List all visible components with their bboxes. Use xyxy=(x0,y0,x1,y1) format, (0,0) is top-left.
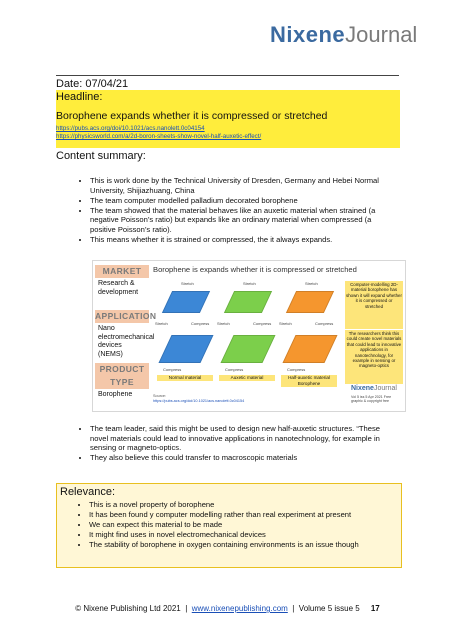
headline-label: Headline: xyxy=(56,91,103,103)
application-heading: APPLICATION xyxy=(95,311,157,321)
summary-item: • This means whether it is strained or compressed, the it always expands. xyxy=(90,235,392,245)
compress-label: Compress xyxy=(253,321,272,326)
figure-note-1: Computer-modelling 2D-material borophene has shown it will expand whether it is compressed or stretched xyxy=(345,281,403,329)
header-rule xyxy=(56,75,399,76)
product-type-heading: PRODUCT TYPE xyxy=(95,363,149,389)
summary-item: • The team computer modelled palladium decorated borophene xyxy=(90,196,392,206)
compressed-sheet xyxy=(282,335,337,363)
figure-copyright: Vol 5 iss 5 Apr 2021 Free graphic & copyright free xyxy=(351,395,392,404)
stretch-label: Stretch xyxy=(305,281,318,286)
figure-title: Borophene is expands whether it is compressed or stretched xyxy=(153,265,357,274)
product-type-text: Borophene xyxy=(98,391,133,398)
stretched-sheet xyxy=(162,291,210,313)
footer-separator: | xyxy=(185,604,188,613)
stretched-sheet xyxy=(224,291,272,313)
infographic-figure xyxy=(92,260,406,412)
content-summary-label: Content summary: xyxy=(56,150,146,162)
source-link-physicsworld[interactable]: https://physicsworld.com/a/2d-boron-sheets-show-novel-half-auxetic-effect/ xyxy=(56,133,262,140)
footer-volume: Volume 5 issue 5 xyxy=(298,604,360,613)
content-summary-list xyxy=(76,176,392,245)
stretch-label: Stretch xyxy=(217,321,230,326)
stretch-label: Stretch xyxy=(243,281,256,286)
summary-item: • The team leader, said this might be used to design new half-auxetic structures. “These novel materials could lead to innovative applications in nanotechnology, for example in sensing or magneto-optics. xyxy=(90,424,392,453)
application-text: Nano electromechanical devices (NEMS) xyxy=(98,325,155,358)
footer-copyright: © Nixene Publishing Ltd 2021 xyxy=(75,604,181,613)
material-panel xyxy=(279,277,339,389)
stretch-label: Stretch xyxy=(279,321,292,326)
journal-logo xyxy=(270,22,417,48)
figure-logo xyxy=(351,385,397,392)
stretch-label: Stretch xyxy=(155,321,168,326)
summary-item: • The team showed that the material behaves like an auxetic material when strained (a negative Poisson’s ratio) but expands like an ordinary material when compressed (a positive Poisson’s ratio). xyxy=(90,206,392,235)
summary-item: • They also believe this could transfer to macroscopic materials xyxy=(90,453,392,463)
figure-logo-journal: Journal xyxy=(373,385,397,392)
summary-continued-list xyxy=(76,424,392,463)
footer-website-link[interactable]: www.nixenepublishing.com xyxy=(191,604,288,613)
page-number: 17 xyxy=(370,604,380,613)
page-footer xyxy=(0,604,455,613)
panel-caption: Normal material xyxy=(157,375,213,381)
compress-label: Compress xyxy=(315,321,334,326)
figure-source-url: https://pubs.acs.org/doi/10.1021/acs.nanolett.0c04154 xyxy=(153,399,245,403)
figure-sidebar xyxy=(95,265,157,402)
relevance-item: • We can expect this material to be made xyxy=(89,520,397,530)
headline-text: Borophene expands whether it is compressed or stretched xyxy=(56,110,328,122)
figure-logo-nixene: Nixene xyxy=(351,385,374,392)
relevance-item: • It has been found y computer modelling rather than real experiment at present xyxy=(89,510,397,520)
compressed-sheet xyxy=(158,335,213,363)
compress-label: Compress xyxy=(191,321,210,326)
panel-caption: Auxetic material xyxy=(219,375,275,381)
compressed-sheet xyxy=(220,335,275,363)
stretch-label: Stretch xyxy=(181,281,194,286)
summary-item: • This is work done by the Technical University of Dresden, Germany and Hebei Normal University, Shijiazhuang, China xyxy=(90,176,392,195)
compress-label: Compress xyxy=(163,367,182,372)
logo-journal: Journal xyxy=(345,22,418,47)
material-panel xyxy=(155,277,215,389)
date-label: Date: 07/04/21 xyxy=(56,78,129,90)
compress-label: Compress xyxy=(287,367,306,372)
market-text: Research & development xyxy=(98,280,139,296)
headline-block xyxy=(56,90,400,148)
relevance-item: • This is a novel property of borophene xyxy=(89,500,397,510)
compress-label: Compress xyxy=(225,367,244,372)
market-heading: MARKET xyxy=(95,265,149,278)
figure-note-2: The researchers think this could create novel materials that could lead to innovative applications in nanotechnology, for example in sensing or magneto-optics xyxy=(345,330,403,384)
source-link-acs[interactable]: https://pubs.acs.org/doi/10.1021/acs.nanolett.0c04154 xyxy=(56,125,205,132)
stretched-sheet xyxy=(286,291,334,313)
relevance-item: • The stability of borophene in oxygen containing environments is an issue though xyxy=(89,540,397,550)
logo-nixene: Nixene xyxy=(270,22,346,47)
figure-source-label: Source: xyxy=(153,394,167,398)
panel-caption: Half-auxetic material Borophene xyxy=(281,375,337,387)
relevance-label: Relevance: xyxy=(60,486,116,498)
footer-separator: | xyxy=(292,604,295,613)
relevance-list xyxy=(75,500,397,550)
relevance-item: • It might find uses in novel electromechanical devices xyxy=(89,530,397,540)
relevance-box xyxy=(56,483,402,568)
material-panel xyxy=(217,277,277,389)
